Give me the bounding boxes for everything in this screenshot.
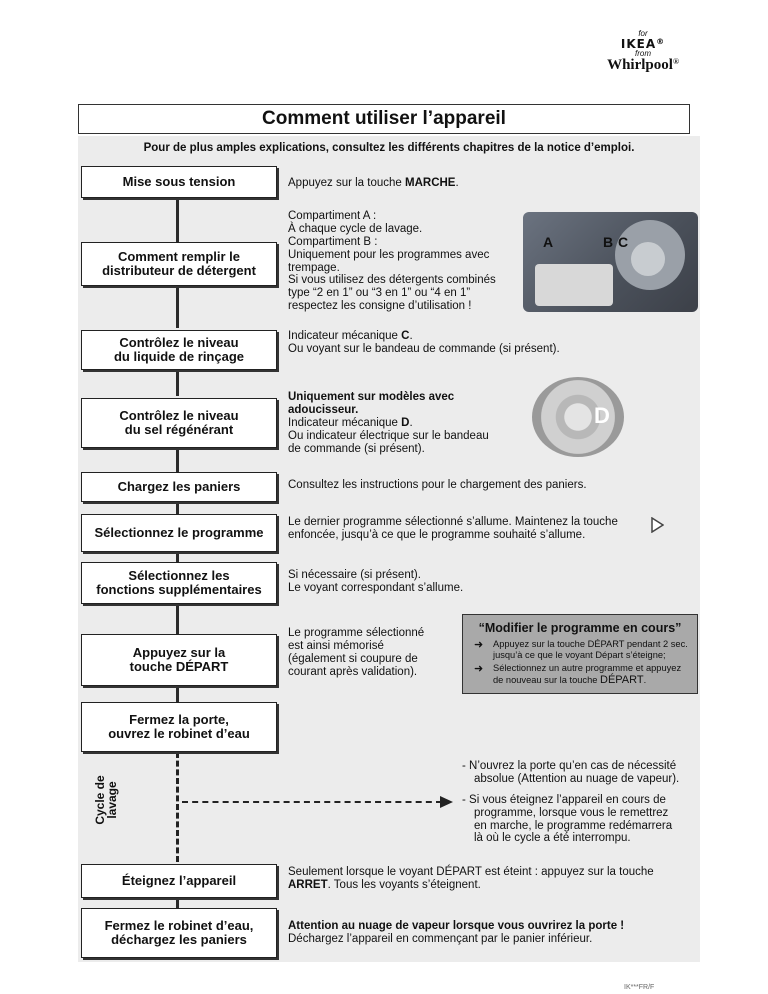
connector-line: [176, 370, 179, 396]
step-rinse-aid: [81, 330, 277, 370]
step-salt-label-2: du sel régénérant: [124, 422, 234, 437]
connector-line: [176, 686, 179, 702]
step-select-program: [81, 514, 277, 552]
modify-box-line: jusqu’à ce que le voyant Départ s’éteigne;: [493, 649, 666, 660]
desc-line: Compartiment A :: [288, 210, 377, 222]
step-close-door: [81, 702, 277, 752]
desc-line: À chaque cycle de lavage.: [288, 222, 423, 235]
step-detergent-label-1: Comment remplir le: [117, 249, 241, 265]
step-rinse-aid-label-2: du liquide de rinçage: [113, 349, 245, 364]
photo-label-a: A: [543, 234, 554, 250]
step-unload-label-2: déchargez les paniers: [111, 932, 247, 947]
desc-text: . Tous les voyants s’éteignent.: [327, 878, 481, 891]
modify-box-item-1: [463, 639, 697, 660]
desc-line: [288, 417, 528, 430]
desc-line: Le voyant correspondant s’allume.: [288, 581, 464, 594]
photo-label-c: C: [618, 234, 629, 250]
desc-line: trempage.: [288, 261, 340, 274]
step-load-baskets: [81, 472, 277, 502]
step-extra-functions-desc: [288, 569, 463, 595]
ikea-text: IKEA: [620, 37, 657, 51]
desc-line: est ainsi mémorisé: [288, 639, 384, 652]
connector-line: [176, 500, 179, 514]
connector-line: [176, 286, 179, 328]
desc-line: Le dernier programme sélectionné s’allume. Maintenez la touche: [288, 516, 618, 528]
arrow-right-icon: ➜: [474, 663, 484, 676]
desc-line: de commande (si présent).: [288, 442, 425, 455]
step-load-baskets-label: Chargez les paniers: [117, 479, 241, 495]
desc-line: Seulement lorsque le voyant DÉPART est éteint : appuyez sur la touche: [288, 866, 654, 878]
modify-box-text: de nouveau sur la touche: [493, 675, 600, 686]
page-subtitle: Pour de plus amples explications, consultez les différents chapitres de la notice d’emploi.: [143, 142, 635, 154]
desc-bold: MARCHE: [405, 177, 456, 189]
cycle-label-2: lavage: [105, 781, 119, 819]
wash-cycle-notes: [462, 760, 702, 845]
step-press-start-label-1: Appuyez sur la: [132, 645, 226, 661]
desc-line: [288, 330, 560, 343]
desc-bold-line: adoucisseur.: [288, 403, 359, 416]
step-unload-desc: [288, 920, 624, 946]
step-select-program-desc: [288, 516, 618, 542]
photo-label-d: D: [594, 403, 610, 428]
modify-box-depart: DÉPART: [600, 674, 644, 687]
note-line: - N’ouvrez la porte qu’en cas de nécessité: [462, 760, 677, 772]
step-extra-functions: [81, 562, 277, 604]
registered-mark: ®: [656, 37, 666, 46]
desc-line: Le programme sélectionné: [288, 627, 425, 639]
desc-line: [288, 879, 654, 892]
desc-text: .: [455, 177, 459, 189]
connector-line: [176, 448, 179, 472]
desc-line: Compartiment B :: [288, 235, 378, 248]
wash-cycle-dashed-line: [176, 752, 179, 862]
desc-text: .: [409, 416, 413, 429]
note-line: absolue (Attention au nuage de vapeur).: [474, 772, 680, 785]
photo-label-b: B: [603, 234, 614, 250]
step-unload: [81, 908, 277, 958]
cycle-label-1: Cycle de: [93, 775, 107, 825]
modify-box-line: Sélectionnez un autre programme et appuyez: [493, 663, 682, 674]
desc-line: Uniquement pour les programmes avec: [288, 248, 490, 261]
desc-line: Déchargez l’appareil en commençant par le panier inférieur.: [288, 932, 593, 945]
brand-from: from: [635, 49, 651, 58]
note-line: là où le cycle a été interrompu.: [474, 832, 631, 845]
step-rinse-aid-desc: [288, 330, 560, 356]
connector-line: [176, 552, 179, 562]
desc-bold: ARRET: [288, 878, 328, 891]
step-power-on-desc: [288, 177, 459, 190]
desc-line: courant après validation).: [288, 665, 418, 678]
step-salt: [81, 398, 277, 448]
step-rinse-aid-label-1: Contrôlez le niveau: [119, 335, 239, 351]
salt-cap-photo: [532, 377, 624, 457]
registered-mark-2: ®: [672, 57, 679, 66]
note-line: programme, lorsque vous le remettrez: [474, 806, 669, 819]
brand-whirlpool: [588, 58, 698, 73]
desc-text: Appuyez sur la touche: [288, 177, 405, 189]
step-extra-functions-label-1: Sélectionnez les: [128, 568, 230, 584]
step-extra-functions-label-2: fonctions supplémentaires: [96, 582, 262, 597]
desc-line: Si vous utilisez des détergents combinés: [288, 274, 496, 287]
connector-line: [176, 604, 179, 634]
step-switch-off-label: Éteignez l’appareil: [121, 873, 237, 889]
desc-text: Indicateur mécanique: [288, 416, 402, 429]
step-salt-desc: [288, 391, 528, 455]
modify-box-line: Appuyez sur la touche DÉPART pendant 2 sec.: [493, 639, 688, 649]
dispenser-lid: [535, 264, 613, 306]
step-press-start-label-2: touche DÉPART: [129, 659, 229, 674]
note-line: - Si vous éteignez l’appareil en cours de: [462, 793, 666, 806]
rinse-aid-cap: [631, 242, 665, 276]
detergent-dispenser-photo: [523, 212, 698, 312]
desc-line: Ou indicateur électrique sur le bandeau: [288, 429, 489, 442]
modify-box-item-2: [463, 663, 697, 686]
step-select-program-label: Sélectionnez le programme: [94, 525, 264, 541]
modify-box-title: “Modifier le programme en cours”: [478, 621, 682, 635]
modify-program-box: [462, 614, 698, 694]
step-power-on-label: Mise sous tension: [122, 174, 236, 190]
whirlpool-text: Whirlpool: [607, 57, 673, 73]
page-title: Comment utiliser l’appareil: [78, 104, 690, 134]
desc-text: .: [409, 330, 413, 342]
desc-line: respectez les consigne d’utilisation !: [288, 300, 472, 313]
brand-for: for: [638, 29, 648, 38]
desc-bold-line: Uniquement sur modèles avec: [288, 391, 455, 403]
step-detergent-desc: [288, 210, 518, 313]
step-press-start-desc: [288, 627, 453, 679]
step-close-door-label-2: ouvrez le robinet d’eau: [108, 726, 250, 741]
wash-cycle-dashed-arrow: [182, 801, 442, 803]
step-unload-label-1: Fermez le robinet d’eau,: [104, 918, 254, 934]
brand-logo: [588, 30, 698, 73]
desc-text: Indicateur mécanique: [288, 330, 402, 342]
desc-line: Si nécessaire (si présent).: [288, 569, 421, 581]
step-load-baskets-desc: Consultez les instructions pour le chargement des paniers.: [288, 479, 587, 491]
step-press-start: [81, 634, 277, 686]
step-detergent-label-2: distributeur de détergent: [102, 263, 256, 278]
step-close-door-label-1: Fermez la porte,: [129, 712, 229, 728]
play-triangle-icon: [650, 517, 664, 533]
modify-box-line: [493, 674, 697, 687]
arrow-right-icon: [440, 795, 454, 809]
desc-line: Ou voyant sur le bandeau de commande (si présent).: [288, 342, 560, 355]
step-detergent: [81, 242, 277, 286]
desc-line: enfoncée, jusqu’à ce que le programme souhaité s’allume.: [288, 528, 586, 541]
desc-line: (également si coupure de: [288, 652, 418, 665]
desc-bold-line: Attention au nuage de vapeur lorsque vous ouvrirez la porte !: [288, 920, 625, 932]
step-switch-off: [81, 864, 277, 898]
step-power-on: [81, 166, 277, 198]
connector-line: [176, 198, 179, 242]
step-salt-label-1: Contrôlez le niveau: [119, 408, 239, 424]
note-line: en marche, le programme redémarrera: [474, 819, 673, 832]
desc-bold: C: [401, 330, 410, 342]
desc-line: type “2 en 1” ou “3 en 1” ou “4 en 1”: [288, 287, 471, 300]
step-switch-off-desc: [288, 866, 654, 892]
arrow-right-icon: ➜: [474, 639, 484, 651]
desc-bold: D: [401, 416, 410, 429]
wash-cycle-label: [84, 770, 128, 830]
footer-code: IK***FR/F: [624, 984, 655, 991]
modify-box-text: .: [643, 675, 647, 686]
